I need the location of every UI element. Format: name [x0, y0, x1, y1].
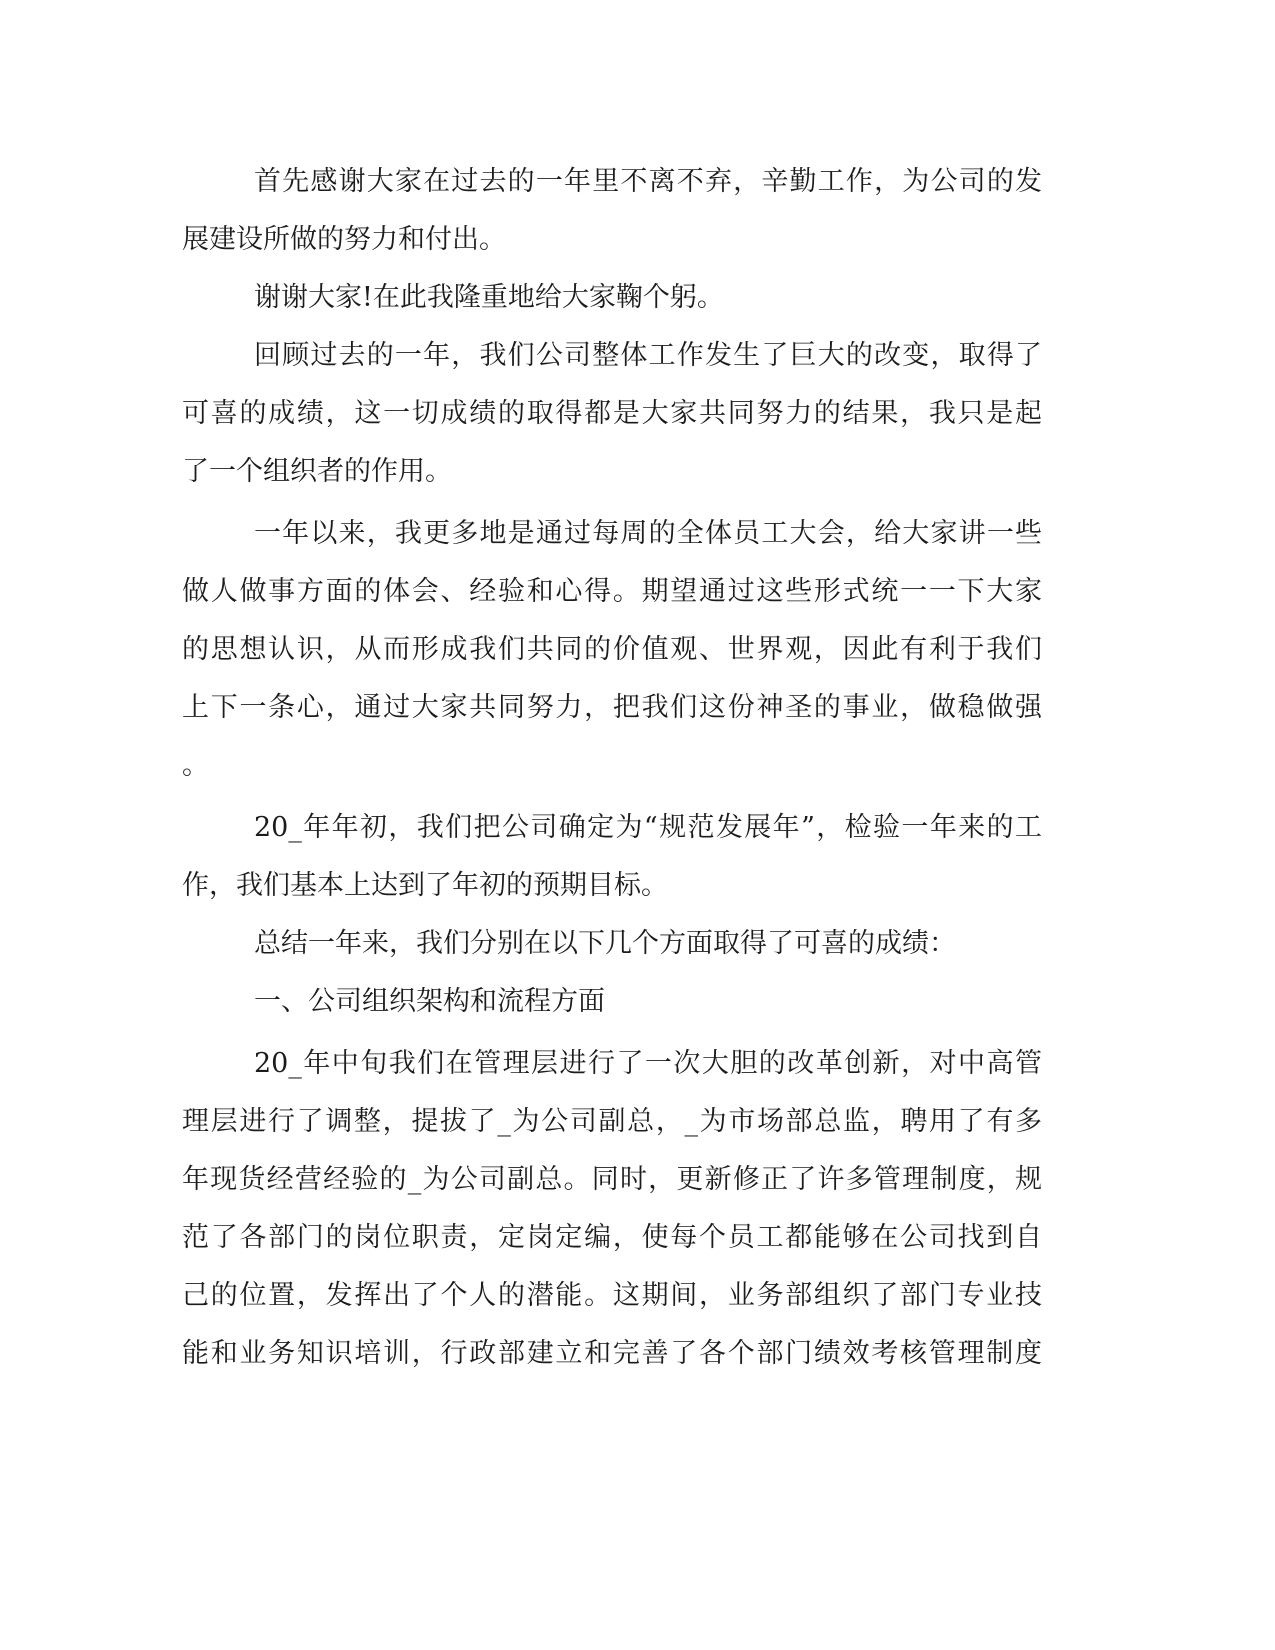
text-line: 谢谢大家!在此我隆重地给大家鞠个躬。 [254, 282, 724, 313]
text-line: 展建设所做的努力和付出。 [182, 224, 506, 255]
text-line: 年现货经营经验的_为公司副总。同时，更新修正了许多管理制度，规 [182, 1164, 1042, 1195]
text-line: 回顾过去的一年，我们公司整体工作发生了巨大的改变，取得了 [254, 340, 1042, 371]
text-line: 己的位置，发挥出了个人的潜能。这期间，业务部组织了部门专业技 [182, 1280, 1042, 1311]
text-line: 总结一年来，我们分别在以下几个方面取得了可喜的成绩： [254, 928, 956, 959]
text-line: 做人做事方面的体会、经验和心得。期望通过这些形式统一一下大家 [182, 576, 1042, 607]
text-line: 20_年中旬我们在管理层进行了一次大胆的改革创新，对中高管 [254, 1048, 1042, 1079]
text-line: 上下一条心，通过大家共同努力，把我们这份神圣的事业，做稳做强 [182, 692, 1042, 723]
text-line: 的思想认识，从而形成我们共同的价值观、世界观，因此有利于我们 [182, 634, 1042, 665]
text-line: 20_年年初，我们把公司确定为“规范发展年”，检验一年来的工 [254, 812, 1042, 843]
text-line: 范了各部门的岗位职责，定岗定编，使每个员工都能够在公司找到自 [182, 1222, 1042, 1253]
text-line: 首先感谢大家在过去的一年里不离不弃，辛勤工作，为公司的发 [254, 166, 1042, 197]
text-line: 理层进行了调整，提拔了_为公司副总，_为市场部总监，聘用了有多 [182, 1106, 1042, 1137]
text-line: 。 [182, 750, 209, 781]
section-heading: 一、公司组织架构和流程方面 [254, 986, 605, 1017]
text-line: 能和业务知识培训，行政部建立和完善了各个部门绩效考核管理制度 [182, 1338, 1042, 1369]
text-line: 了一个组织者的作用。 [182, 456, 452, 487]
text-line: 一年以来，我更多地是通过每周的全体员工大会，给大家讲一些 [254, 518, 1042, 549]
text-line: 作，我们基本上达到了年初的预期目标。 [182, 870, 668, 901]
text-line: 可喜的成绩，这一切成绩的取得都是大家共同努力的结果，我只是起 [182, 398, 1042, 429]
